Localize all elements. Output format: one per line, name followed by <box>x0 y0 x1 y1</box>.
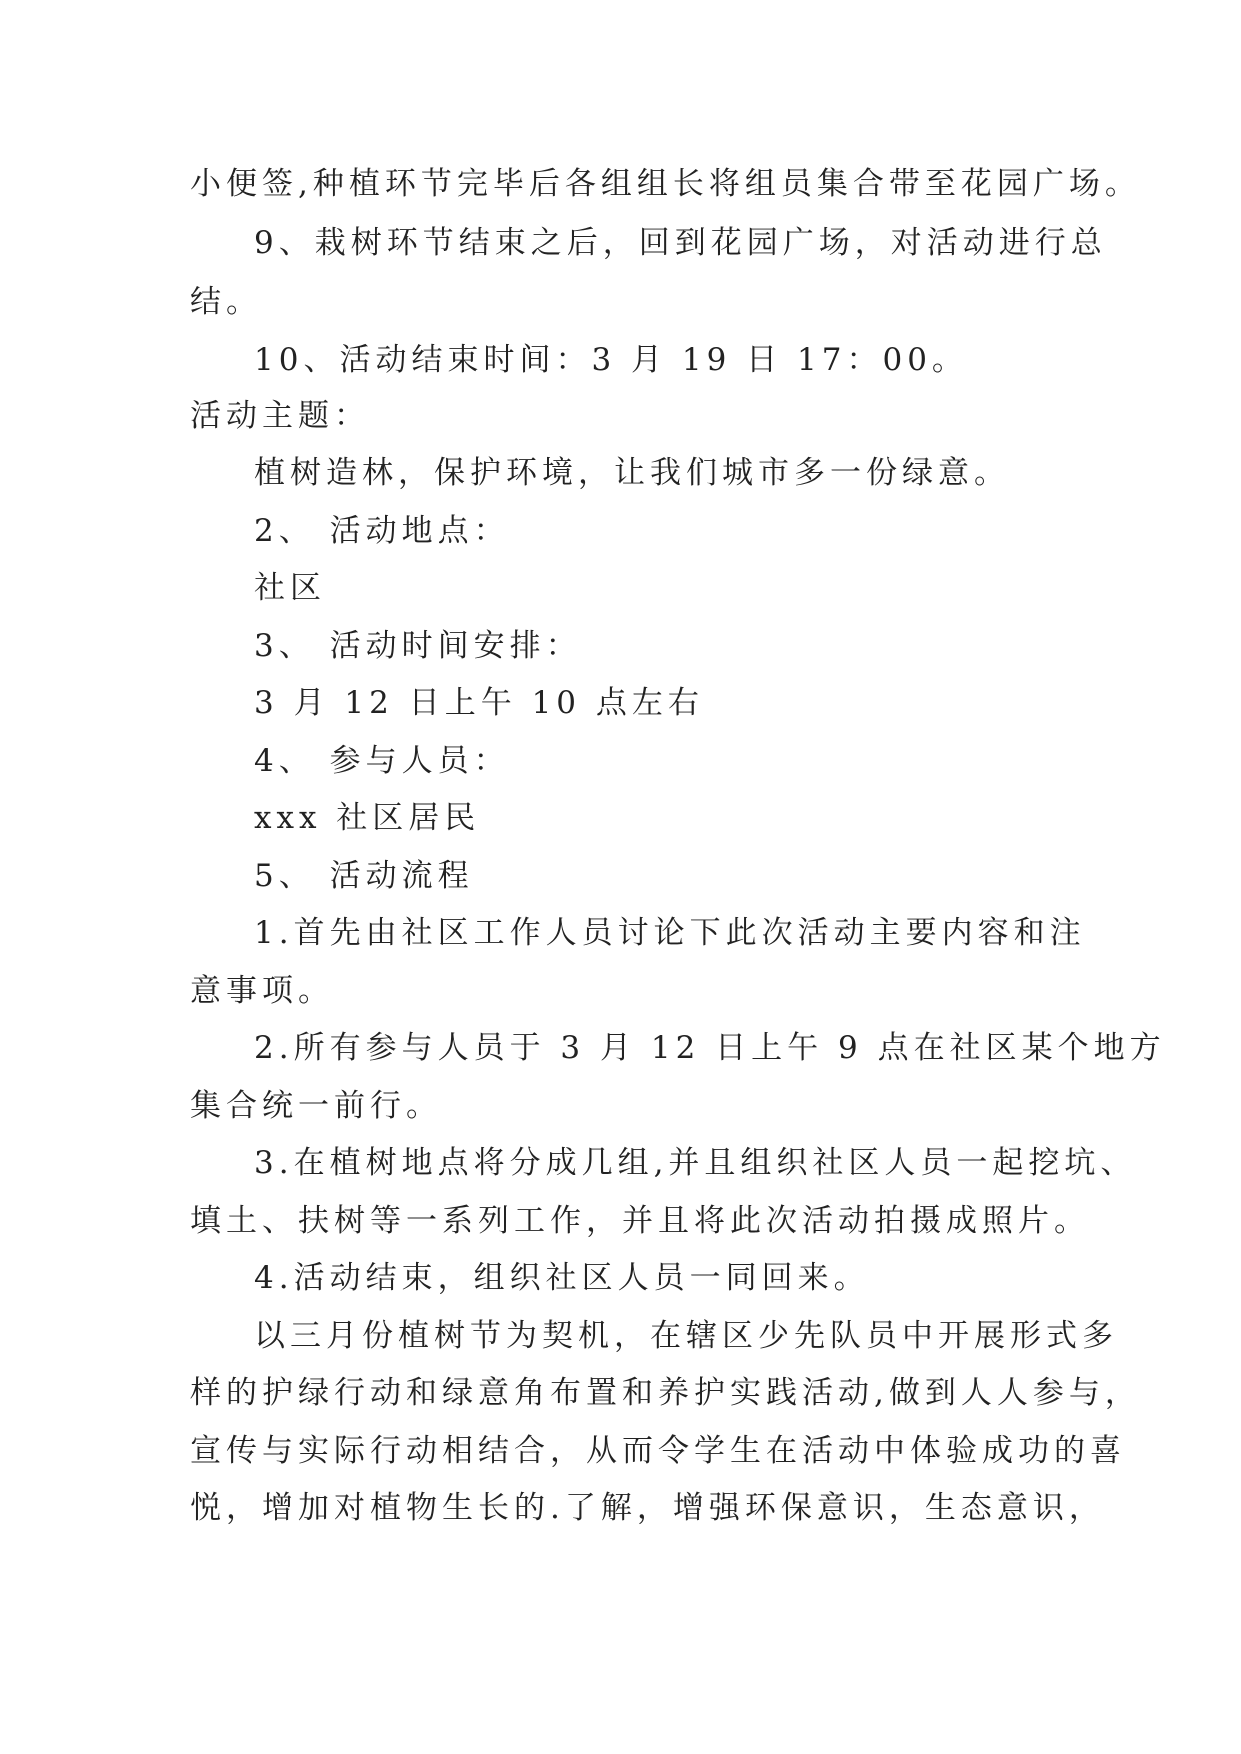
text-line-10: 3 月 12 日上午 10 点左右 <box>254 685 704 721</box>
text-line-4: 10、活动结束时间：3 月 19 日 17：00。 <box>254 342 968 378</box>
text-line-17: 集合统一前行。 <box>190 1088 442 1124</box>
text-line-19: 填土、扶树等一系列工作，并且将此次活动拍摄成照片。 <box>190 1203 1090 1239</box>
text-line-22: 样的护绿行动和绿意角布置和养护实践活动,做到人人参与， <box>190 1375 1141 1411</box>
list-item-location: 2、 活动地点： <box>254 513 510 549</box>
section-heading: 活动主题： <box>190 398 370 434</box>
list-item-schedule: 3、 活动时间安排： <box>254 628 582 664</box>
text-line-16: 2.所有参与人员于 3 月 12 日上午 9 点在社区某个地方 <box>254 1030 1166 1066</box>
text-line-20: 4.活动结束，组织社区人员一同回来。 <box>254 1260 870 1296</box>
list-item-participants: 4、 参与人员： <box>254 743 510 779</box>
list-item-process: 5、 活动流程 <box>254 858 474 894</box>
text-line-2: 9、栽树环节结束之后，回到花园广场，对活动进行总 <box>254 225 1107 261</box>
text-line-23: 宣传与实际行动相结合，从而令学生在活动中体验成功的喜 <box>190 1433 1126 1469</box>
text-line-24: 悦，增加对植物生长的.了解，增强环保意识，生态意识， <box>190 1490 1105 1526</box>
text-line-8: 社区 <box>254 570 326 606</box>
text-line-21: 以三月份植树节为契机，在辖区少先队员中开展形式多 <box>254 1318 1118 1354</box>
text-line-15: 意事项。 <box>190 973 334 1009</box>
text-line-18: 3.在植树地点将分成几组,并且组织社区人员一起挖坑、 <box>254 1145 1137 1181</box>
text-line-1: 小便签,种植环节完毕后各组组长将组员集合带至花园广场。 <box>190 166 1141 202</box>
text-line-3: 结。 <box>190 284 262 320</box>
text-line-14: 1.首先由社区工作人员讨论下此次活动主要内容和注 <box>254 915 1086 951</box>
text-line-12: xxx 社区居民 <box>254 800 481 836</box>
text-line-6: 植树造林，保护环境，让我们城市多一份绿意。 <box>254 455 1010 491</box>
